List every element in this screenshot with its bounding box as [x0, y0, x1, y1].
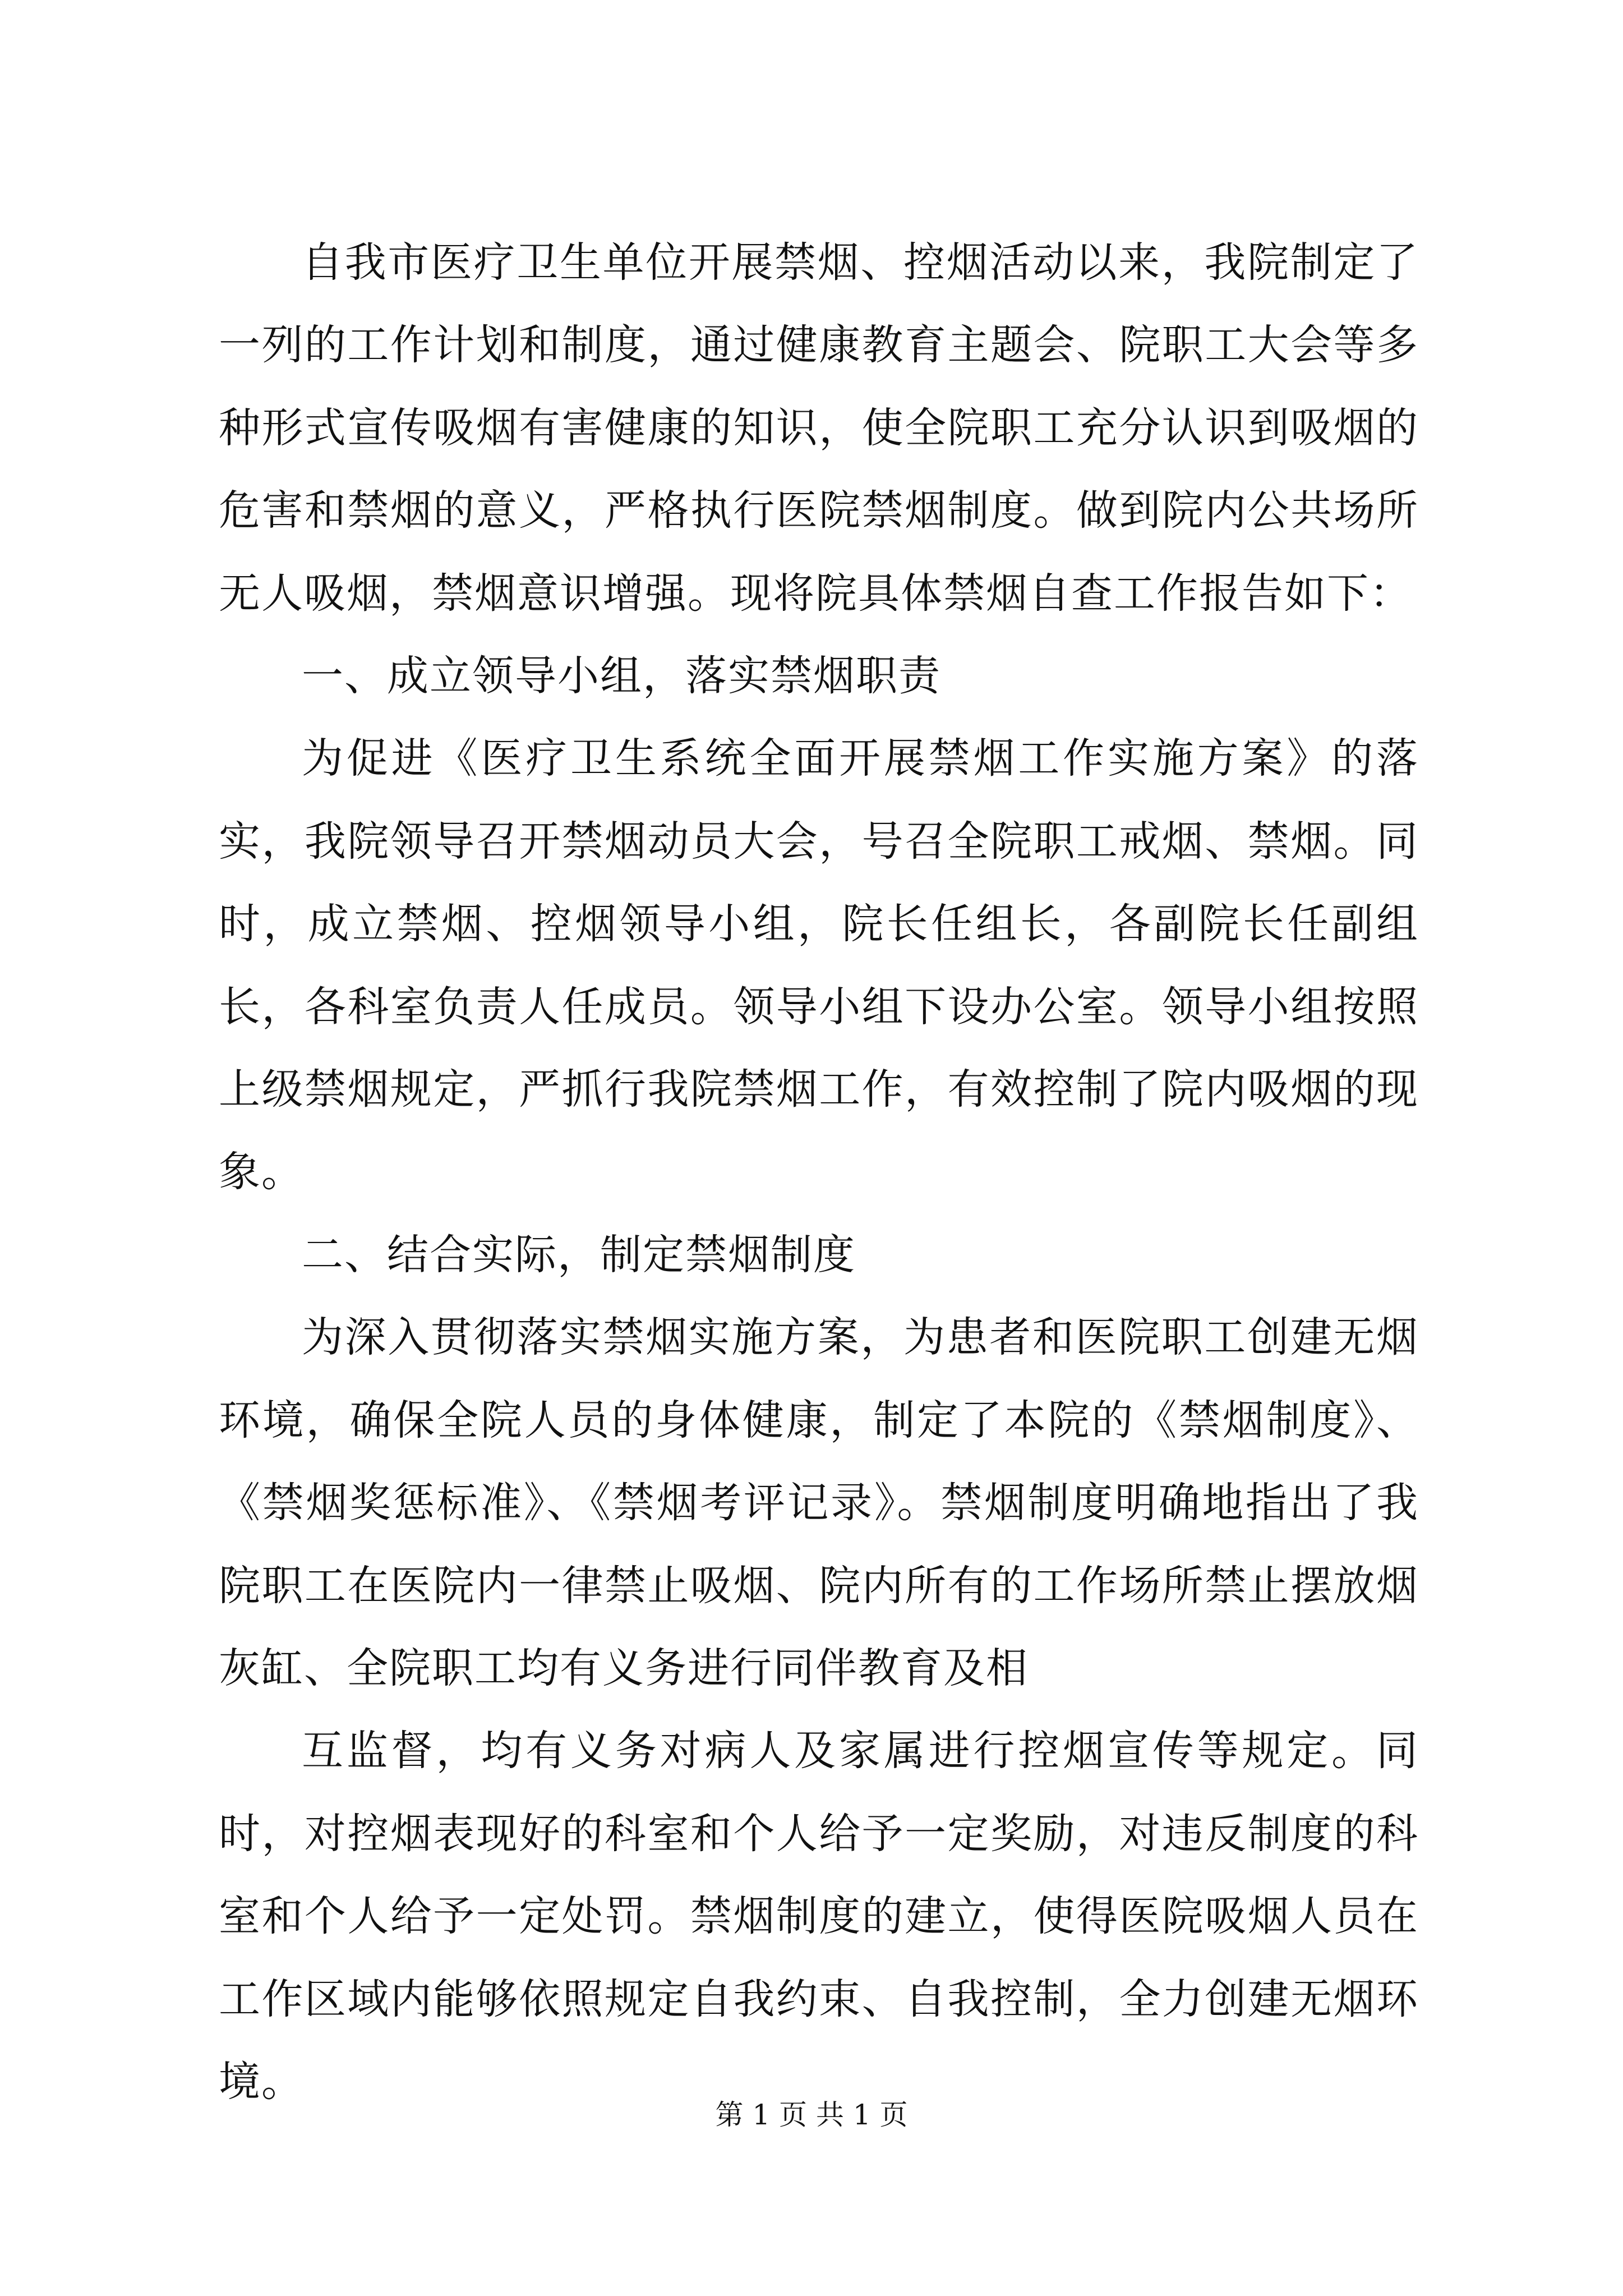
document-body: [219, 222, 1419, 2123]
paragraph-section-2a: 为深入贯彻落实禁烟实施方案，为患者和医院职工创建无烟环境，确保全院人员的身体健康，制定了本院的《禁烟制度》、《禁烟奖惩标准》、《禁烟考评记录》。禁烟制度明确地指出了我院职工在医院内一律禁止吸烟、院内所有的工作场所禁止摆放烟灰缸、全院职工均有义务进行同伴教育及相: [219, 1313, 1419, 1692]
paragraph-section-2b: 互监督，均有义务对病人及家属进行控烟宣传等规定。同时，对控烟表现好的科室和个人给予一定奖励，对违反制度的科室和个人给予一定处罚。禁烟制度的建立，使得医院吸烟人员在工作区域内能够依照规定自我约束、自我控制，全力创建无烟环境。: [219, 1727, 1419, 2106]
paragraph-section-1: 为促进《医疗卫生系统全面开展禁烟工作实施方案》的落实，我院领导召开禁烟动员大会，号召全院职工戒烟、禁烟。同时，成立禁烟、控烟领导小组，院长任组长，各副院长任副组长，各科室负责人任成员。领导小组下设办公室。领导小组按照上级禁烟规定，严抓行我院禁烟工作，有效控制了院内吸烟的现象。: [219, 734, 1419, 1197]
section-heading-2: 二、结合实际，制定禁烟制度: [302, 1230, 856, 1279]
paragraph-intro: 自我市医疗卫生单位开展禁烟、控烟活动以来，我院制定了一列的工作计划和制度，通过健康教育主题会、院职工大会等多种形式宣传吸烟有害健康的知识，使全院职工充分认识到吸烟的危害和禁烟的意义，严格执行医院禁烟制度。做到院内公共场所无人吸烟，禁烟意识增强。现将院具体禁烟自查工作报告如下：: [219, 238, 1419, 618]
section-heading-1: 一、成立领导小组，落实禁烟职责: [302, 652, 941, 701]
page-footer: 第 1 页 共 1 页: [715, 2099, 908, 2131]
